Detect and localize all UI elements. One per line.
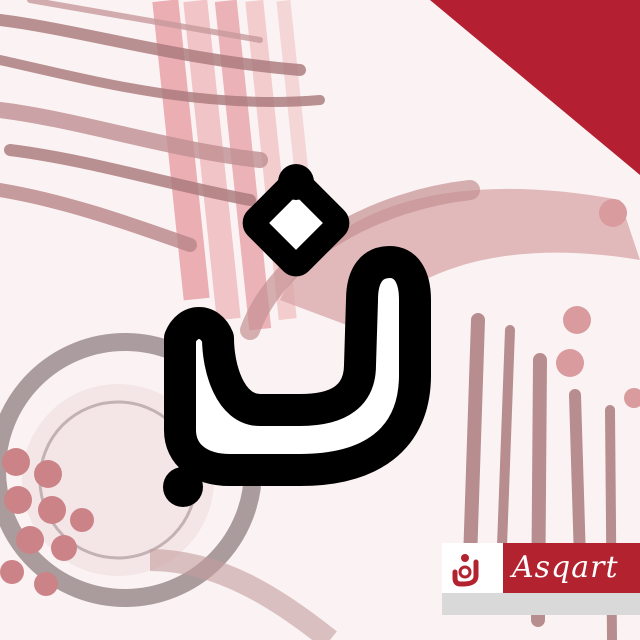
- logo-underline: [442, 593, 640, 615]
- nun-mini-icon: [450, 548, 486, 588]
- nun-tail-dot: [163, 467, 203, 507]
- brand-name: Asqart: [512, 550, 619, 585]
- nun-top-dot: [278, 164, 314, 200]
- red-corner-band: [430, 0, 640, 175]
